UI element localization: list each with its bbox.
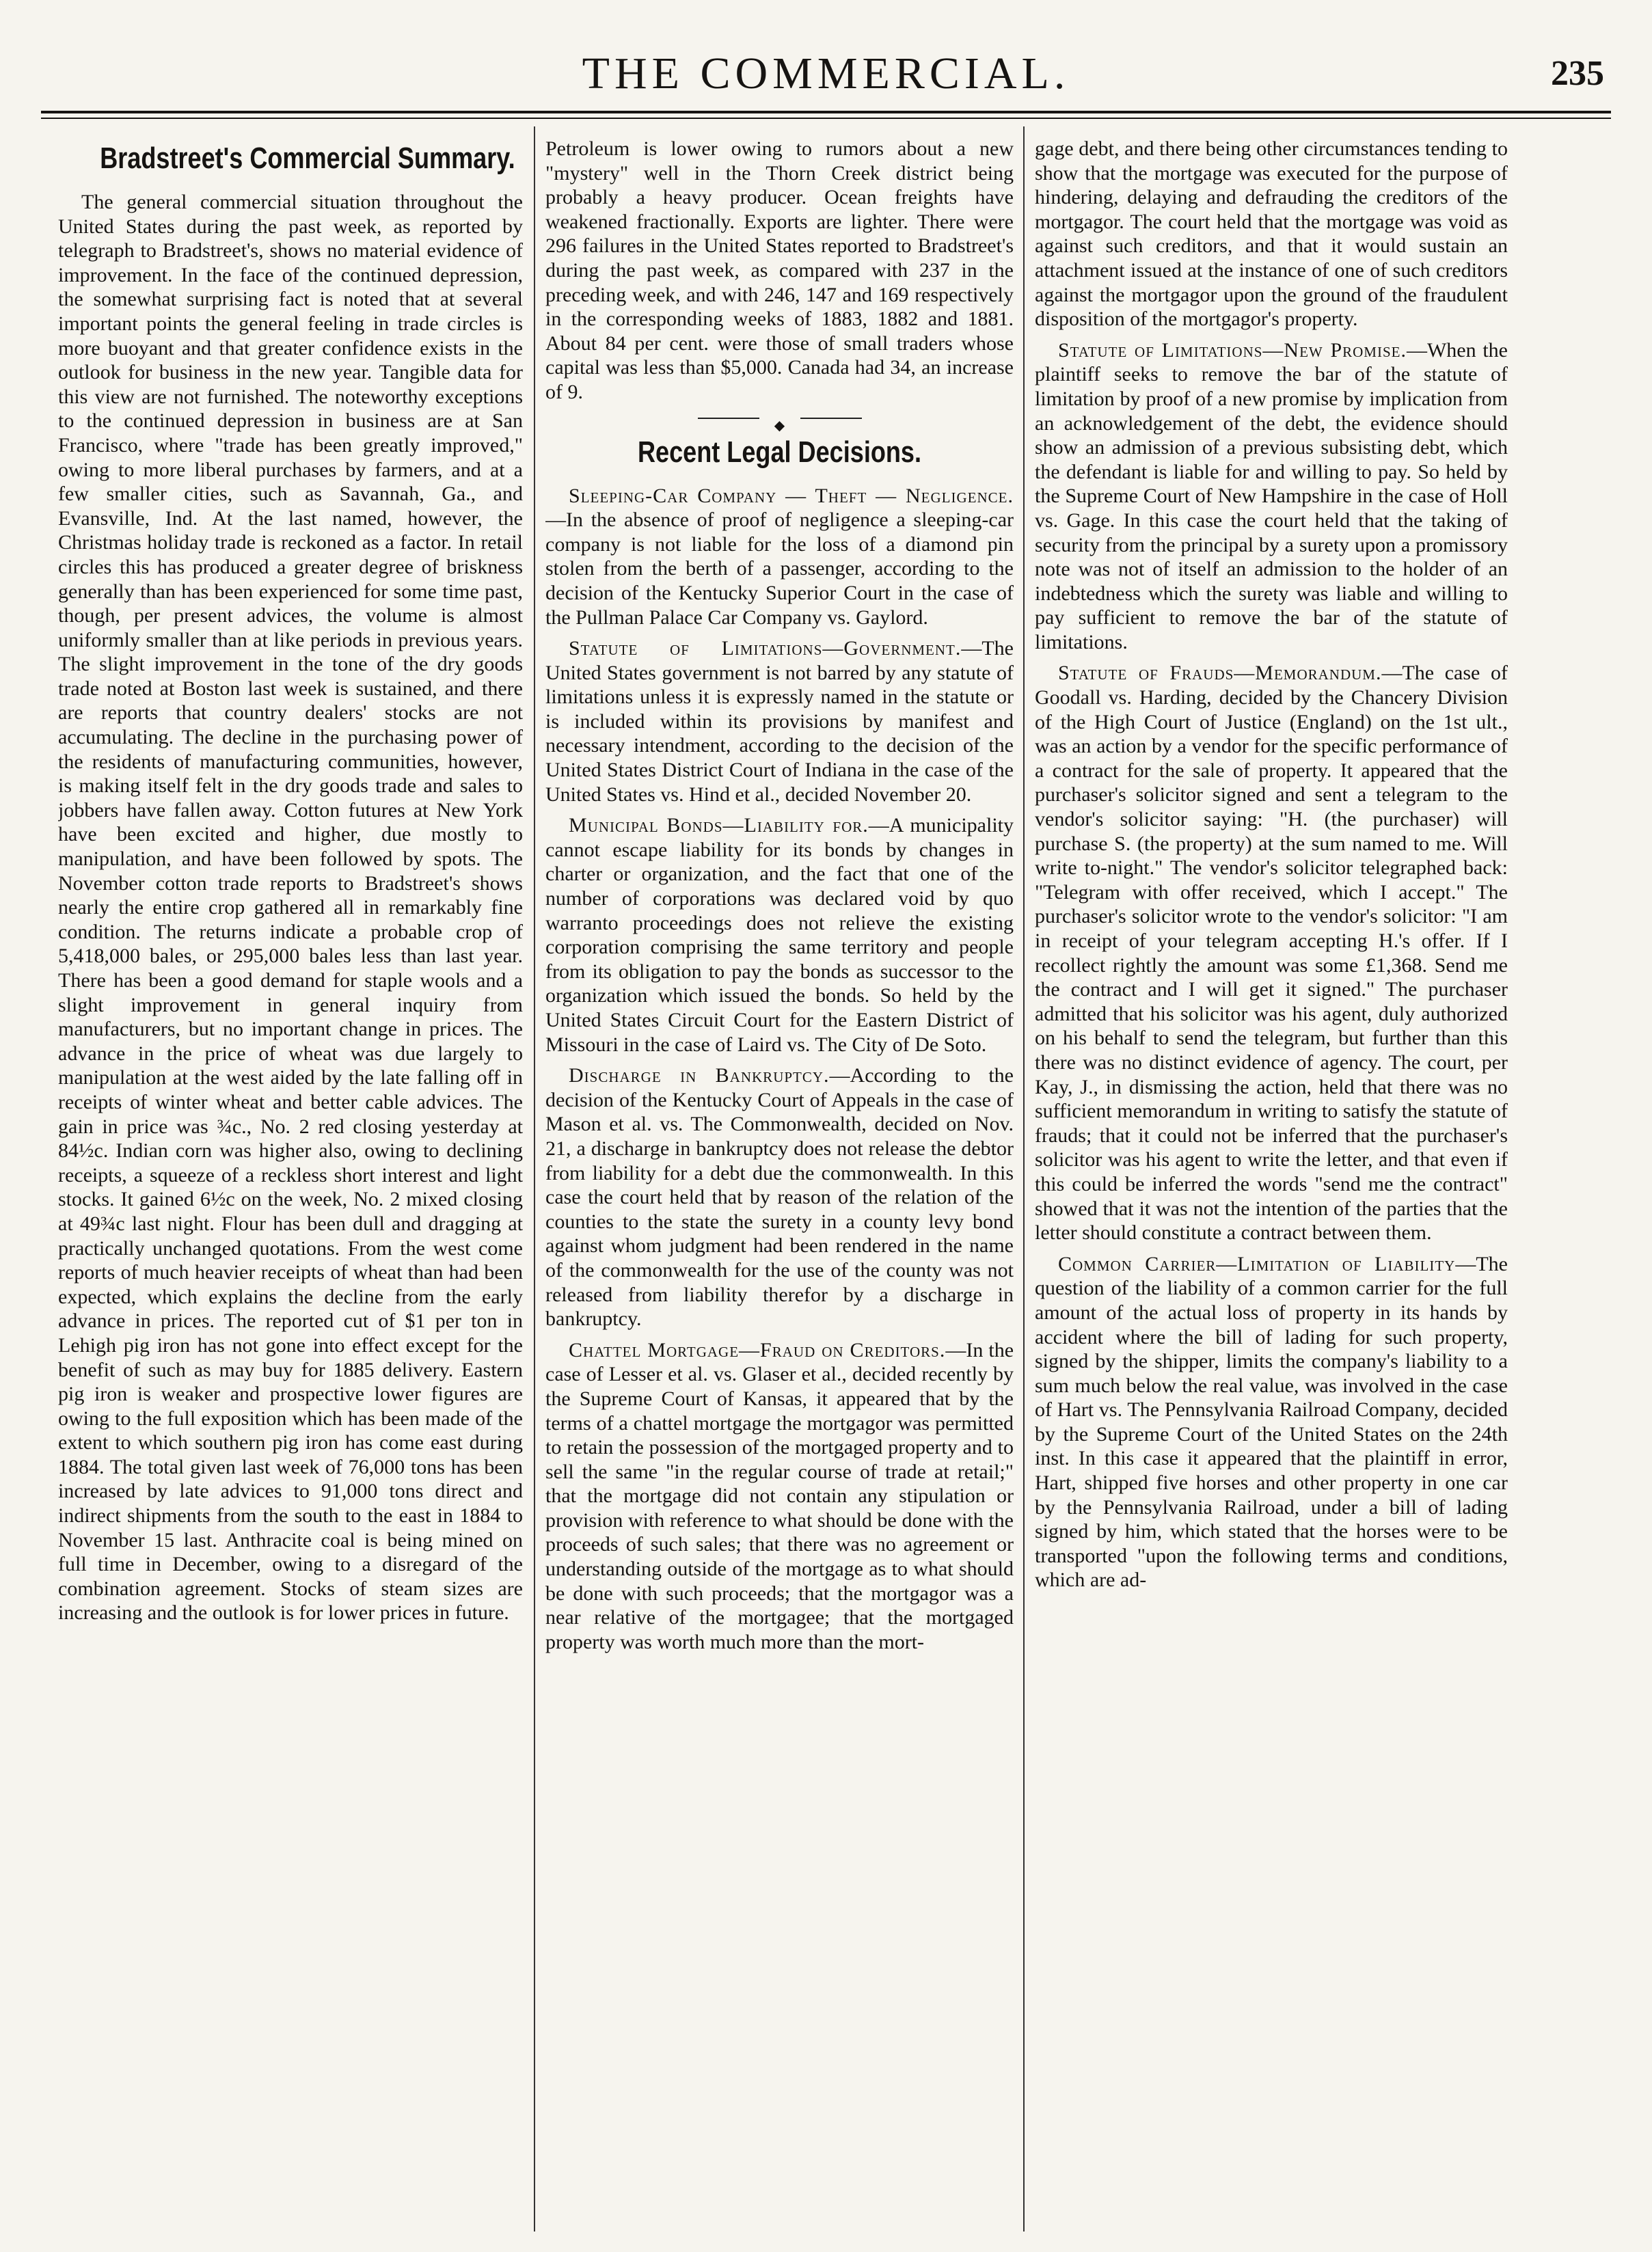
decision-lead: Sleeping-Car Company — Theft — Negligence. bbox=[569, 484, 1014, 507]
publication-title: THE COMMERCIAL. bbox=[582, 49, 1070, 98]
decision-text: —The case of Goodall vs. Harding, decided by the Chancery Division of the High Court of Justice (England) on the 1st ult., was an action by a vendor for the specific performance of a contract for the sale of property. It appeared that the purchaser's solicitor signed and sent a telegram to the vendor's solicitor saying: "H. (the purchaser) will purchase S. (the property) at the sum named to me. Will write to-night." The vendor's solicitor telegraphed back: "Telegram with offer received, which I accept." The purchaser's solicitor wrote to the vendor's solicitor: "I am in receipt of your telegram accepting H.'s offer. If I recollect rightly the amount was some £1,368. Send me the contract and I will get it signed." The purchaser admitted that his solicitor was his agent, duly authorized on his behalf to send the telegram, but further than this there was no distinct evidence of agency. The court, per Kay, J., in dismissing the action, held that there was no sufficient memorandum in writing to satisfy the statute of frauds; that it could not be inferred that the purchaser's solicitor was his agent to write the letter, and that even if this could be inferred the words "send me the contract" showed that it was not the intention of the parties that the letter should constitute a contract between them. bbox=[1035, 662, 1508, 1245]
decision-text: —A municipality cannot escape liability for its bonds by changes in charter or organization, and the fact that one of the number of corporations was declared void by quo warranto proceedings does not relieve the existing corporation comprising the same territory and people from its obligation to pay the bonds as successor to the organization which issued the bonds. So held by the United States Circuit Court for the Eastern District of Missouri in the case of Laird vs. The City of De Soto. bbox=[545, 814, 1014, 1056]
decision-text: —In the absence of proof of negligence a sleeping-car company is not liable for the loss of a diamond pin stolen from the berth of a passenger, according to the decision of the Kentucky Superior Court in the case of the Pullman Palace Car Company vs. Gaylord. bbox=[545, 508, 1014, 629]
legal-decision bbox=[545, 636, 1014, 806]
decision-text: —The United States government is not barred by any statute of limitations unless it is expressly named in the statute or is included within its provisions by manifest and necessary intendment, according to the decision of the United States District Court of Indiana in the case of the United States vs. Hind et al., decided November 20. bbox=[545, 637, 1014, 806]
legal-decision bbox=[545, 1063, 1014, 1331]
article-paragraph: gage debt, and there being other circumstances tending to show that the mortgage was executed for the purpose of hindering, delaying and defrauding the creditors of the mortgagor. The court held that the mortgage was void as against such creditors, and that it would sustain an attachment issued at the instance of one of such creditors against the mortgagor upon the ground of the fraudulent disposition of the mortgagor's property. bbox=[1035, 137, 1508, 331]
legal-decision bbox=[545, 484, 1014, 630]
header-rule-thin bbox=[41, 118, 1611, 119]
legal-decision bbox=[545, 1338, 1014, 1655]
column-3 bbox=[1035, 137, 1508, 2235]
decision-lead: Municipal Bonds—Liability for. bbox=[569, 814, 869, 837]
decision-lead: Statute of Frauds—Memorandum. bbox=[1058, 662, 1382, 685]
section-ornament: ◆ bbox=[545, 411, 1014, 425]
masthead bbox=[41, 34, 1611, 109]
decision-text: —The question of the liability of a common carrier for the full amount of the actual loss of property in its hands by accident where the bill of lading for such property, signed by the shipper, limits the company's liability to a sum much below the real value, was involved in the case of Hart vs. The Pennsylvania Railroad Company, decided by the Supreme Court of the United States on the 24th inst. In this case it appeared that the plaintiff in error, Hart, shipped five horses and other property in one car by the Pennsylvania Railroad, under a bill of lading signed by him, which stated that the horses were to be transported "upon the following terms and conditions, which are ad- bbox=[1035, 1252, 1508, 1592]
page-number: 235 bbox=[1551, 54, 1604, 93]
decision-lead: Discharge in Bankruptcy. bbox=[569, 1064, 830, 1087]
column-2 bbox=[545, 137, 1014, 2235]
decision-lead: Common Carrier—Limitation of Liability bbox=[1058, 1252, 1456, 1275]
article-heading: Bradstreet's Commercial Summary. bbox=[100, 141, 515, 175]
article-paragraph: Petroleum is lower owing to rumors about a new "mystery" well in the Thorn Creek district being probably a heavy producer. Ocean freights have weakened fractionally. Exports are lighter. There were 296 failures in the United States reported to Bradstreet's during the past week, as compared with 237 in the preceding week, and with 246, 147 and 169 respectively in the corresponding weeks of 1883, 1882 and 1881. About 84 per cent. were those of small traders whose capital was less than $5,000. Canada had 34, an increase of 9. bbox=[545, 137, 1014, 403]
column-divider bbox=[534, 126, 535, 2231]
decision-lead: Chattel Mortgage—Fraud on Creditors. bbox=[569, 1338, 946, 1361]
decision-lead: Statute of Limitations—Government. bbox=[569, 637, 962, 660]
legal-decision bbox=[1035, 1252, 1508, 1592]
header-rule-thick bbox=[41, 111, 1611, 113]
column-divider bbox=[1023, 126, 1025, 2231]
decision-lead: Statute of Limitations—New Promise. bbox=[1058, 338, 1407, 362]
decision-text: —According to the decision of the Kentucky Court of Appeals in the case of Mason et al. vs. The Commonwealth, decided on Nov. 21, a discharge in bankruptcy does not release the debtor from liability for a debt due the commonwealth. In this case the court held that by reason of the relation of the counties to the state the surety in a county levy bond against whom judgment had been rendered in the name of the commonwealth for the use of the county was not released from liability therefor by a discharge in bankruptcy. bbox=[545, 1064, 1014, 1331]
legal-decision bbox=[1035, 661, 1508, 1245]
article-paragraph: The general commercial situation throughout the United States during the past week, as reported by telegraph to Bradstreet's, shows no material evidence of improvement. In the face of the continued depression, the somewhat surprising fact is noted that at several important points the general feeling in trade circles is more buoyant and that greater confidence exists in the outlook for business in the new year. Tangible data for this view are not furnished. The noteworthy exceptions to the continued depression in business are at San Francisco, where "trade has been greatly improved," owing to more liberal purchases by farmers, and at a few smaller cities, such as Savannah, Ga., and Evansville, Ind. At the last named, however, the Christmas holiday trade is reckoned as a factor. In retail circles this has produced a greater degree of briskness generally than has been experienced for some time past, though, per present advices, the volume is almost uniformly smaller than at like periods in previous years. The slight improvement in the tone of the dry goods trade noted at Boston last week is sustained, and there are reports that country dealers' stocks are not accumulating. The decline in the purchasing power of the residents of manufacturing communities, however, is making itself felt in the dry goods trade and sales to jobbers have fallen away. Cotton futures at New York have been excited and higher, due mostly to manipulation, and have been followed by spots. The November cotton trade reports to Bradstreet's shows nearly the entire crop gathered all in remarkably fine condition. The returns indicate a probable crop of 5,418,000 bales, or 295,000 bales less than last year. There has been a good demand for staple wools and a slight improvement in general inquiry from manufacturers, but no important change in prices. The advance in the price of wheat was due largely to manipulation at the west aided by the late falling off in receipts of winter wheat and better cable advices. The gain in price was ¾c., No. 2 red closing yesterday at 84½c. Indian corn was higher also, owing to declining receipts, a squeeze of a reckless short interest and light stocks. It gained 6½c on the week, No. 2 mixed closing at 49¾c last night. Flour has been dull and dragging at practically unchanged quotations. From the west come reports of much heavier receipts of wheat than had been expected, which explains the decline from the early advance in prices. The reported cut of $1 per ton in Lehigh pig iron has not gone into effect except for the benefit of such as may buy for 1885 delivery. Eastern pig iron is weaker and prospective lower figures are owing to the full exposition which has been made of the extent to which southern pig iron has come east during 1884. The total given last week of 76,000 tons has been increased by late advices to 91,000 tons direct and indirect shipments from the south to the east in 1884 to November 15 last. Anthracite coal is being mined on full time in December, owing to a disregard of the combination agreement. Stocks of steam sizes are increasing and the outlook is for lower prices in future. bbox=[58, 191, 523, 1625]
decision-text: —In the case of Lesser et al. vs. Glaser et al., decided recently by the Supreme Court of Kansas, it appeared that by the terms of a chattel mortgage the mortgagor was permitted to retain the possession of the mortgaged property and to sell the same "in the regular course of trade at retail;" that the mortgage did not contain any stipulation or provision with reference to what should be done with the proceeds of such sales; that there was no agreement or understanding outside of the mortgage as to what should be done with such proceeds; that the mortgagor was a near relative of the mortgagee; that the mortgaged property was worth much more than the mort- bbox=[545, 1338, 1014, 1653]
column-1 bbox=[58, 137, 523, 2235]
legal-decision bbox=[1035, 338, 1508, 655]
decision-text: —When the plaintiff seeks to remove the bar of the statute of limitation by proof of a new promise by implication from an acknowledgement of the debt, the evidence should show an admission of a previous subsisting debt, which the defendant is liable for and willing to pay. So held by the Supreme Court of New Hampshire in the case of Holl vs. Gage. In this case the court held that the taking of security from the principal by a surety upon a promissory note was not of itself an admission to the holder of an indebtedness which the surety was liable and willing to pay sufficient to remove the bar of the statute of limitations. bbox=[1035, 338, 1508, 653]
article-heading: Recent Legal Decisions. bbox=[637, 435, 922, 469]
legal-decision bbox=[545, 813, 1014, 1057]
